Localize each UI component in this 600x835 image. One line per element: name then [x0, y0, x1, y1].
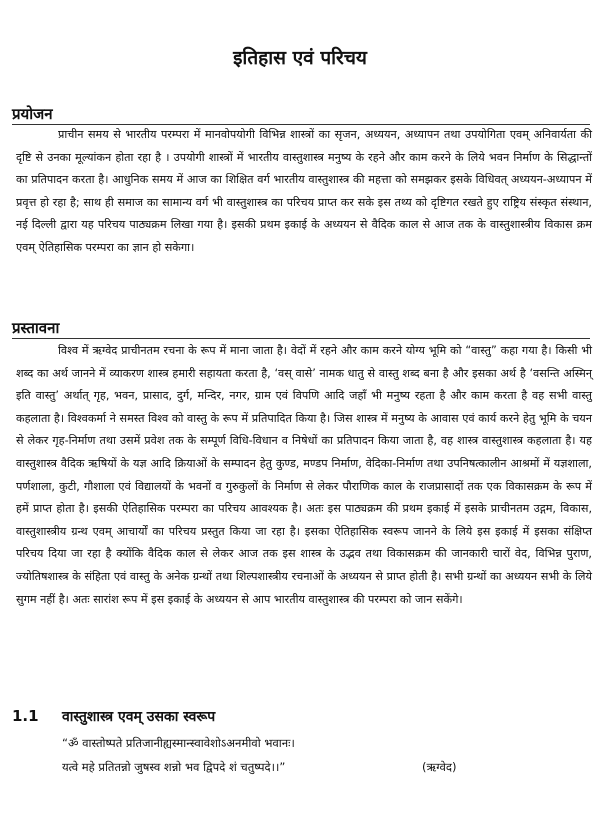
subsection-number: 1.1	[12, 707, 39, 725]
verse-line-2: यत्वे महे प्रतितन्नो जुषस्व शन्नो भव द्विपदे शं चतुष्पदे।।”	[62, 760, 286, 774]
section-divider	[12, 338, 590, 339]
page-title: इतिहास एवं परिचय	[233, 47, 367, 69]
verse-line-1: “ॐ वास्तोष्पते प्रतिजानीह्यस्मान्स्वावेशोऽअनमीवो भवानः।	[62, 736, 295, 750]
prayojan-paragraph: प्राचीन समय से भारतीय परम्परा में मानवोपयोगी विभिन्न शास्त्रों का सृजन, अध्ययन, अध्यापन तथा उपयोगिता एवम् अनिवार्यता की दृष्टि से उनका मूल्यांकन होता रहा है । उपयोगी शास्त्रों में भारतीय वास्तुशास्त्र मनुष्य के रहने और काम करने के लिये भवन निर्माण के सिद्धान्तों का प्रतिपादन करता है। आधुनिक समय में आज का शिक्षित वर्ग भारतीय वास्तुशास्त्र की महत्ता को समझकर इसके विधिवत् अध्ययन-अध्यापन में प्रवृत्त हो रहा है; साथ ही समाज का सामान्य वर्ग भी वास्तुशास्त्र का परिचय प्राप्त कर सके इस तथ्य को दृष्टिगत रखते हुए राष्ट्रिय संस्कृत संस्थान, नई दिल्ली द्वारा यह परिचय पाठ्यक्रम लिखा गया है। इसकी प्रथम इकाई के अध्ययन से वैदिक काल से आज तक के वास्तुशास्त्रीय विकास क्रम एवम् ऐतिहासिक परम्परा का ज्ञान हो सकेगा।	[16, 128, 592, 254]
verse-source: (ऋग्वेद)	[422, 760, 457, 774]
section-heading-prastavana: प्रस्तावना	[12, 319, 60, 337]
subsection-heading: वास्तुशास्त्र एवम् उसका स्वरूप	[62, 709, 216, 725]
prastavana-paragraph: विश्व में ऋग्वेद प्राचीनतम रचना के रूप में माना जाता है। वेदों में रहने और काम करने योग्य भूमि को “वास्तु” कहा गया है। किसी भी शब्द का अर्थ जानने में व्याकरण शास्त्र हमारी सहायता करता है, ‘वस् वासे’ नामक धातु से वास्तु शब्द बना है और इसका अर्थ है ‘वसन्ति अस्मिन् इति वास्तु’ अर्थात् गृह, भवन, प्रासाद, दुर्ग, मन्दिर, नगर, ग्राम एवं विपणि आदि जहाँ भी मनुष्य रहता है और काम करता है वह सभी वास्तु कहलाता है। विश्वकर्मा ने समस्त विश्व को वास्तु के रूप में प्रतिपादित किया है। जिस शास्त्र में मनुष्य के आवास एवं कार्य करने हेतु भूमि के चयन से लेकर गृह-निर्माण तथा उसमें प्रवेश तक के सम्पूर्ण विधि-विधान व निषेधों का प्रतिपादन किया जाता है, वह शास्त्र वास्तुशास्त्र कहलाता है। यह वास्तुशास्त्र वैदिक ऋषियों के यज्ञ आदि क्रियाओं के सम्पादन हेतु कुण्ड, मण्डप निर्माण, वेदिका-निर्माण तथा उपनिषत्कालीन आश्रमों में यज्ञशाला, पर्णशाला, कुटी, गौशाला एवं विद्यालयों के भवनों व गुरुकुलों के निर्माण से लेकर पौराणिक काल के राजप्रासादों तक एक विकासक्रम के रूप में हमें प्राप्त होता है। इसकी ऐतिहासिक परम्परा का परिचय आवश्यक है। अतः इस पाठ्यक्रम की प्रथम इकाई में इसके प्राचीनतम उद्गम, विकास, वास्तुशास्त्रीय ग्रन्थ एवम् आचार्यों का परिचय प्रस्तुत किया जा रहा है। इसका ऐतिहासिक स्वरूप जानने के लिये इस इकाई में इसका संक्षिप्त परिचय दिया जा रहा है क्योंकि वैदिक काल से लेकर आज तक इस शास्त्र के उद्भव तथा विकासक्रम की जानकारी चारों वेद, विभिन्न पुराण, ज्योतिषशास्त्र के संहिता एवं वास्तु के अनेक ग्रन्थों तथा शिल्पशास्त्रीय रचनाओं के अध्ययन से प्राप्त होती है। सभी ग्रन्थों का अध्ययन सभी के लिये सुगम नहीं है। अतः सारांश रूप में इस इकाई के अध्ययन से आप भारतीय वास्तुशास्त्र की परम्परा को जान सकेंगे।	[16, 344, 592, 606]
section-heading-prayojan: प्रयोजन	[12, 105, 53, 123]
